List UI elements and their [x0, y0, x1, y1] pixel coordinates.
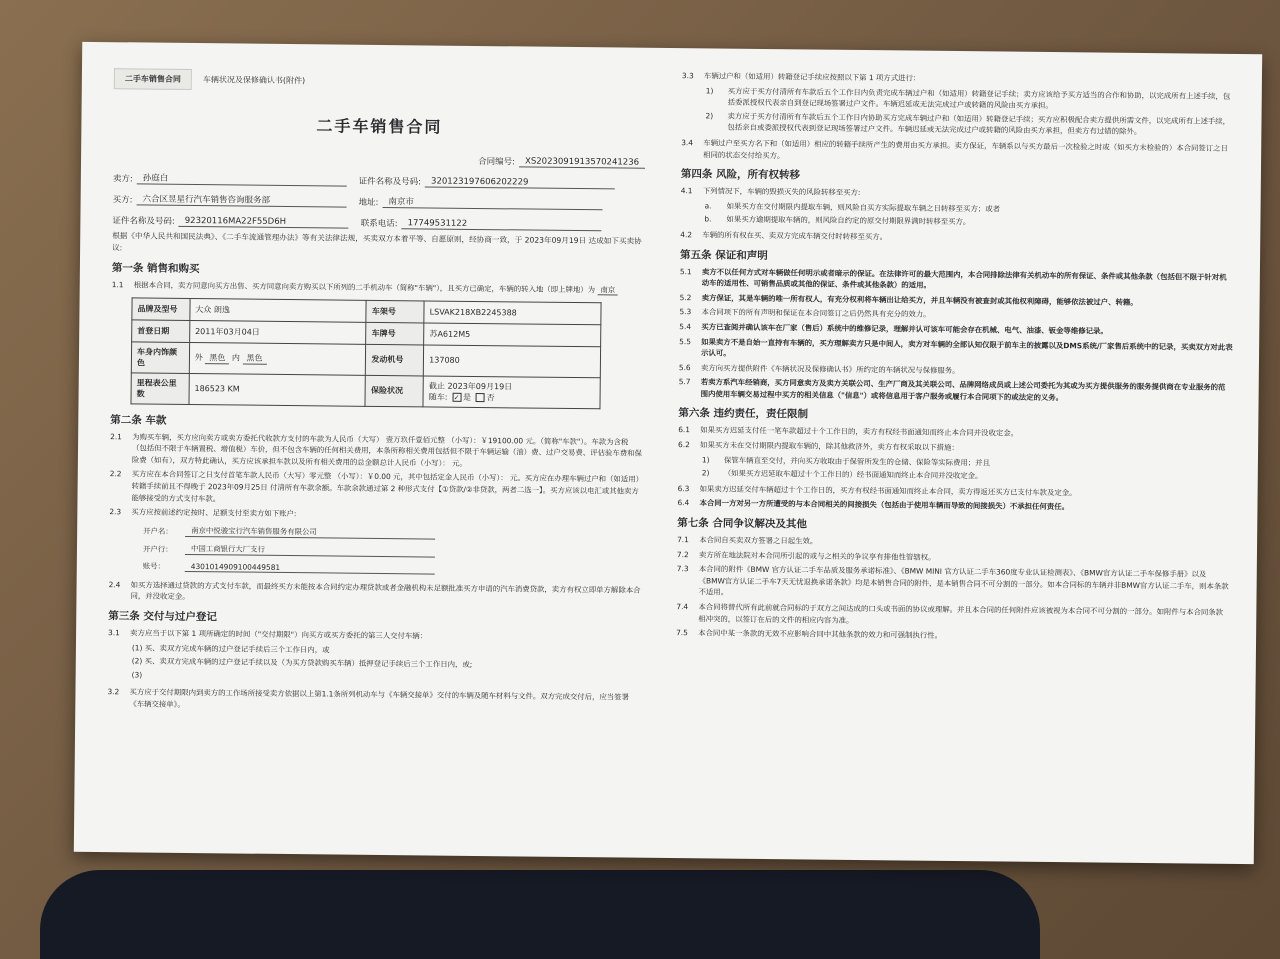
account-name-value: 南京中悦骏宝行汽车销售服务有限公司: [185, 525, 435, 540]
registration-city: 南京: [597, 285, 618, 295]
bank-line: [143, 542, 641, 559]
clause-text: 买方应按前述约定按时、足额支付至卖方如下账户:: [131, 507, 297, 519]
clause-text: 根据本合同，卖方同意向买方出售、买方同意向卖方购买以下所列的二手机动车（简称"车辆"），且买方已确定，车辆的转入地（即上牌地）为: [133, 280, 596, 295]
buyer-label: 买方:: [112, 195, 133, 206]
exterior-label: 外: [194, 352, 203, 362]
clause-2-4: [108, 579, 640, 608]
clause-3-4: [681, 137, 1235, 166]
clause-text: 卖方所在地法院对本合同所引起的或与之相关的争议享有排他性管辖权。: [698, 549, 936, 562]
clause-text: 本合同中某一条款的无效不应影响合同中其他条款的效力和可强制执行性。: [698, 628, 943, 641]
credit-code-value: 92320116MA22F55D6H: [179, 216, 349, 229]
clause-6-2-2: 2) （如果买方迟延取车超过十个工作日的）经书面通知而终止本合同并没收定金。: [701, 468, 983, 481]
clause-number: 3.1: [108, 628, 120, 638]
dark-cloth: [40, 870, 1040, 959]
account-number-value: 4301014909100449581: [185, 562, 435, 575]
seller-id-value: 320123197606202229: [425, 176, 615, 189]
clause-number: 7.3: [676, 564, 689, 574]
clause-3-1-option-2: (2) 买、卖双方完成车辆的过户登记手续以及（为买方贷款购买车辆）抵押登记手续后三个工作日内，或;: [131, 656, 473, 670]
mileage-value: 186523 KM: [189, 373, 366, 406]
clause-number: 5.7: [678, 377, 691, 387]
account-number-label: 账号：: [142, 561, 166, 571]
clause-2-2: [109, 469, 641, 509]
clause-number: 3.3: [681, 71, 694, 81]
clause-7-4: [676, 601, 1230, 630]
clause-3-3-2: 2) 卖方应于买方付清所有车款后五个工作日内协助买方完成车辆过户和（如适用）转籍登记手续；买方应积极配合卖方提供所需文件，以完成所有上述手续，包括亲自或委派授权代表到登记现场签署过户文件。车辆迟延或无法完成过户或转籍的风险由买方承担，但卖方有过错的除外。: [705, 111, 1231, 137]
clause-number: 2.3: [109, 507, 122, 517]
seller-value: 孙庭白: [137, 171, 347, 186]
table-row: [131, 341, 600, 377]
clause-text: 本合同一方对另一方所遭受的与本合同相关的间接损失（包括由于使用车辆而导致的间接损失）不承担任何责任。: [699, 498, 1070, 512]
clause-5-5: [679, 336, 1233, 365]
contract-number-value: XS2023091913570241236: [519, 156, 645, 168]
clause-text: 卖方应当于以下第 1 项所确定的时间（"交付期限"）向买方或买方委托的第三人交付车辆：: [130, 628, 428, 641]
clause-number: 6.4: [677, 498, 690, 508]
clause-3-2: [107, 686, 639, 715]
clause-1-1: [112, 279, 644, 296]
clause-text: 卖方保证，其是车辆的唯一所有权人，有充分权利将车辆出让给买方，并且车辆没有被查封或其他权利障碍，能够依法被过户、转籍。: [701, 293, 1138, 307]
tab-sales-contract[interactable]: 二手车销售合同: [114, 68, 192, 90]
plate-key: 车牌号: [366, 322, 424, 345]
clause-number: 7.2: [676, 549, 689, 559]
clause-text: 买方应在本合同签订之日支付首笔车款人民币（大写）零元整 （小写）：￥0.00 元，其中包括定金人民币（小写）： 元。买方应在办理车辆过户和（如适用）转籍手续前且不得晚于 2023年09月25日 付清所有车款余额。车款余款通过第 2 种形式支付【①贷款/②非贷款，两者二选一】。买方应该以电汇或其他卖方能够接受的方式支付车款。: [131, 469, 640, 503]
clause-number: 4.1: [680, 186, 693, 196]
clause-number: 5.5: [679, 336, 691, 346]
clause-number: 2.1: [110, 431, 122, 441]
engine-key: 发动机号: [366, 344, 424, 376]
clause-number: 7.4: [676, 602, 689, 612]
clause-text: 本合同项下的所有声明和保证在本合同签订之后仍然具有充分的效力。: [701, 307, 931, 320]
seller-id-label: 证件名称及号码:: [358, 176, 422, 188]
brand-key: 品牌及型号: [132, 297, 190, 320]
clause-text: 车辆的所有权在买、卖双方完成车辆交付时转移至买方。: [702, 230, 888, 242]
clause-number: 7.1: [677, 535, 689, 545]
clause-4-2: [680, 229, 1234, 246]
tax-label: 随车:: [428, 392, 448, 402]
section-7-title: 第七条 合同争议解决及其他: [677, 517, 807, 531]
mileage-key: 里程表公里数: [131, 372, 189, 404]
clause-number: 1.1: [111, 280, 124, 290]
clause-number: 5.4: [679, 322, 692, 332]
section-4-title: 第四条 风险，所有权转移: [680, 168, 801, 182]
clause-text: 为购买车辆，买方应向卖方或卖方委托代收款方支付的车款为人民币（大写） 壹万玖仟壹佰元整 （小写）：￥19100.00 元。（简称"车款"）。车款为含税（包括但不限于车辆置税、增值税）车价，但不包含车辆的任何相关费用，本条所称相关费用包括但不限于车辆运输（油）费、过户交易费、评估验车费和保险费（如有），双方特此确认，买方应该承担车款以及所有相关费用的总金额总计人民币（小写）： 元。: [131, 431, 643, 468]
tax-no: 否: [486, 392, 495, 402]
page-title: 二手车销售合同: [316, 116, 443, 137]
clause-text: 下列情况下，车辆的毁损灭失的风险转移至买方:: [702, 186, 861, 198]
clause-number: 2.4: [108, 579, 121, 590]
credit-code-label: 证件名称及号码:: [112, 216, 175, 227]
clause-4-1-a: a. 如果买方在交付期限内提取车辆，则风险自买方实际提取车辆之日转移至买方；或者: [704, 201, 1001, 214]
color-key: 车身内饰颜色: [131, 341, 189, 373]
brand-value: 大众 朗逸: [190, 298, 367, 322]
clause-text: 卖方不以任何方式对车辆做任何明示或者暗示的保证。在法律许可的最大范围内，本合同排除法律有关机动车的所有保证、条件或其他条款（包括但不限于针对机动车的适用性、可销售品质或其他的保证、条件或其他条款）的适用。: [701, 266, 1227, 290]
vin-value: LSVAK218XB2245388: [424, 301, 601, 325]
clause-number: 6.1: [678, 425, 691, 435]
insurance-key: 保险状况: [365, 375, 423, 407]
clause-number: 3.2: [107, 687, 120, 697]
clause-6-4: [677, 498, 1231, 515]
clause-number: 5.3: [679, 307, 692, 317]
clause-text: 本合同将替代所有此前就合同标的于双方之间达成的口头或书面的协议或理解。并且本合同的任何附件应该被视为本合同不可分割的一部分。如附件与本合同条款相冲突的，以签订在后的文件的相应内容为准。: [698, 602, 1224, 625]
clause-text: 买方已查阅并确认该车在厂家（售后）系统中的维修记录，理解并认可该车可能会存在机械、电气、油漆、钣金等维修记录。: [701, 322, 1108, 336]
clause-text: 如果买方未在交付期限内提取车辆的，除其他救济外，卖方有权采取以下措施：: [700, 440, 959, 453]
contract-page-right: [664, 48, 1262, 864]
contract-page-left: [74, 42, 672, 858]
insurance-date: 截止 2023年09月19日: [428, 381, 513, 391]
clause-number: 5.1: [679, 266, 692, 276]
clause-text: 车辆过户至买方名下和（如适用）相应的转籍手续所产生的费用由买方承担。卖方保证，车辆系以与买方最后一次检验之时或（如买方未检验的）本合同签订之日相同的状态交付给买方。: [703, 138, 1229, 160]
clause-number: 4.2: [680, 230, 693, 240]
vin-key: 车架号: [366, 300, 424, 323]
account-name-line: [143, 524, 641, 541]
clause-4-1-b: b. 如果买方逾期提取车辆的，则风险自约定的原交付期限界满时转移至买方。: [704, 214, 971, 227]
clause-text: 如果买方迟延支付任一笔车款超过十个工作日的，卖方有权经书面通知而终止本合同并没收定金。: [700, 425, 1019, 439]
register-date-key: 首登日期: [132, 319, 190, 342]
tab-vehicle-condition[interactable]: 车辆状况及保修确认书(附件): [192, 69, 316, 91]
section-2-title: 第二条 车款: [110, 413, 167, 427]
clause-text: 买方应于交付期限内到卖方的工作场所接受卖方依据以上第1.1条所列机动车与《车辆交接单》交付的车辆及随车材料与文件。双方完成交付后，应当签署《车辆交接单》。: [129, 687, 630, 709]
clause-number: 2.2: [109, 469, 122, 479]
interior-color: 黑色: [242, 352, 266, 364]
clause-text: 本合同的附件《BMW 官方认证二手车品质及服务承诺标准》、《BMW MINI 官方认证二手车360度专业认证检测表》、《BMW官方认证二手车保修手册》以及《BMW官方认证二手车7天无忧退换承诺条款》均是本销售合同的附件，是本销售合同不可分割的一部分。如本合同标的车辆并非BMW官方认证二手车，则本条款不适用。: [698, 564, 1229, 598]
clause-number: 5.2: [679, 292, 692, 302]
buyer-address-label: 地址:: [358, 197, 379, 208]
account-number-line: [143, 560, 641, 576]
table-row: [131, 372, 600, 408]
section-3-title: 第三条 交付与过户登记: [108, 610, 217, 624]
section-1-title: 第一条 销售和购买: [111, 262, 200, 276]
tax-yes: 是: [463, 392, 472, 402]
clause-text: 本合同自买卖双方签署之日起生效。: [699, 535, 818, 546]
plate-value: 苏A612M5: [424, 323, 601, 347]
clause-number: 6.2: [678, 440, 690, 450]
clause-3-3-1: 1) 买方应于买方付清所有车款后五个工作日内负责完成车辆过户和（如适用）转籍登记手续；卖方应该给予买方适当的合作和协助，以完成所有上述手续，包括委派授权代表亲自到登记现场签署过户文件。车辆迟延或无法完成过户或转籍的风险由买方承担。: [705, 85, 1231, 111]
contract-sheet: [74, 42, 1262, 864]
clause-6-2-1: 1) 保管车辆直至交付，并向买方收取由于保管所发生的仓储、保险等实际费用；并且: [701, 455, 991, 468]
clause-2-3: [109, 506, 641, 523]
checked-box-icon: ✓: [453, 393, 460, 402]
insurance-value: [423, 376, 600, 409]
preamble: 根据《中华人民共和国民法典》、《二手车流通管理办法》等有关法律法规，买卖双方本着平等、自愿原则，经协商一致，于 2023年09月19日 达成如下买卖协议:: [112, 231, 642, 253]
clause-number: 6.3: [677, 483, 690, 494]
clause-number: 3.4: [681, 138, 694, 148]
clause-5-7: [679, 376, 1233, 405]
clause-3-1-option-3: (3): [131, 670, 143, 680]
buyer-address-value: 南京市: [382, 195, 602, 210]
bank-label: 开户行：: [142, 544, 173, 554]
clause-text: 车辆过户和（如适用）转籍登记手续应按照以下第 1 项方式进行：: [703, 71, 921, 83]
exterior-color: 黑色: [205, 352, 229, 364]
engine-value: 137080: [424, 345, 601, 378]
phone-label: 联系电话:: [360, 218, 398, 230]
clause-3-1-option-1: (1) 买、卖双方完成车辆的过户登记手续后三个工作日内，或: [131, 642, 330, 654]
phone-value: 17749531122: [402, 218, 602, 231]
contract-number-label: 合同编号:: [478, 156, 516, 168]
section-6-title: 第六条 违约责任，责任限制: [678, 407, 809, 421]
unchecked-box-icon: [476, 393, 485, 402]
clause-text: 如果卖方不是自始一直持有车辆的，买方理解卖方只是中间人，卖方对车辆的全部认知仅限于前车主的披露以及DMS系统/厂家售后系统中的记录，买卖双方对此表示认可。: [701, 336, 1233, 358]
interior-label: 内: [231, 353, 240, 363]
account-name-label: 开户名：: [143, 526, 173, 536]
clause-5-1: [680, 266, 1234, 295]
vehicle-info-table: [130, 297, 601, 409]
clause-2-1: [110, 431, 642, 471]
seller-label: 卖方:: [112, 174, 133, 185]
color-value: [189, 342, 366, 375]
clause-text: 若卖方系汽车经销商，买方同意卖方及卖方关联公司、生产厂商及其关联公司、品牌网络成员或上述公司委托为其或为买方提供服务的服务提供商在专业服务的范围内使用车辆交易过程中买方的相关信息（"信息"）或将信息用于客户服务或履行本合同项下的或法定的义务。: [700, 377, 1226, 403]
clause-number: 5.6: [678, 362, 691, 372]
clause-7-3: [676, 563, 1230, 604]
buyer-value: 六合区昱星行汽车销售咨询服务部: [136, 192, 346, 207]
clause-7-5: [676, 627, 1230, 644]
clause-text: 如买方选择通过贷款的方式支付车款，而最终买方未能按本合同约定办理贷款或者金融机构未足额批准买方申请的汽车消费贷款，卖方有权立即单方解除本合同，并没收定金。: [130, 580, 641, 602]
clause-text: 卖方向买方提供附件《车辆状况及保修确认书》所约定的车辆状况与保修服务。: [700, 363, 960, 375]
clause-number: 7.5: [676, 628, 688, 638]
clause-text: 如果卖方迟延交付车辆超过十个工作日的，买方有权经书面通知而终止本合同，卖方得返还买方已支付车款及定金。: [699, 484, 1077, 498]
document-tabs: [114, 68, 646, 95]
bank-value: 中国工商银行大厂支行: [185, 543, 435, 558]
register-date-value: 2011年03月04日: [189, 320, 366, 344]
section-5-title: 第五条 保证和声明: [680, 248, 768, 262]
